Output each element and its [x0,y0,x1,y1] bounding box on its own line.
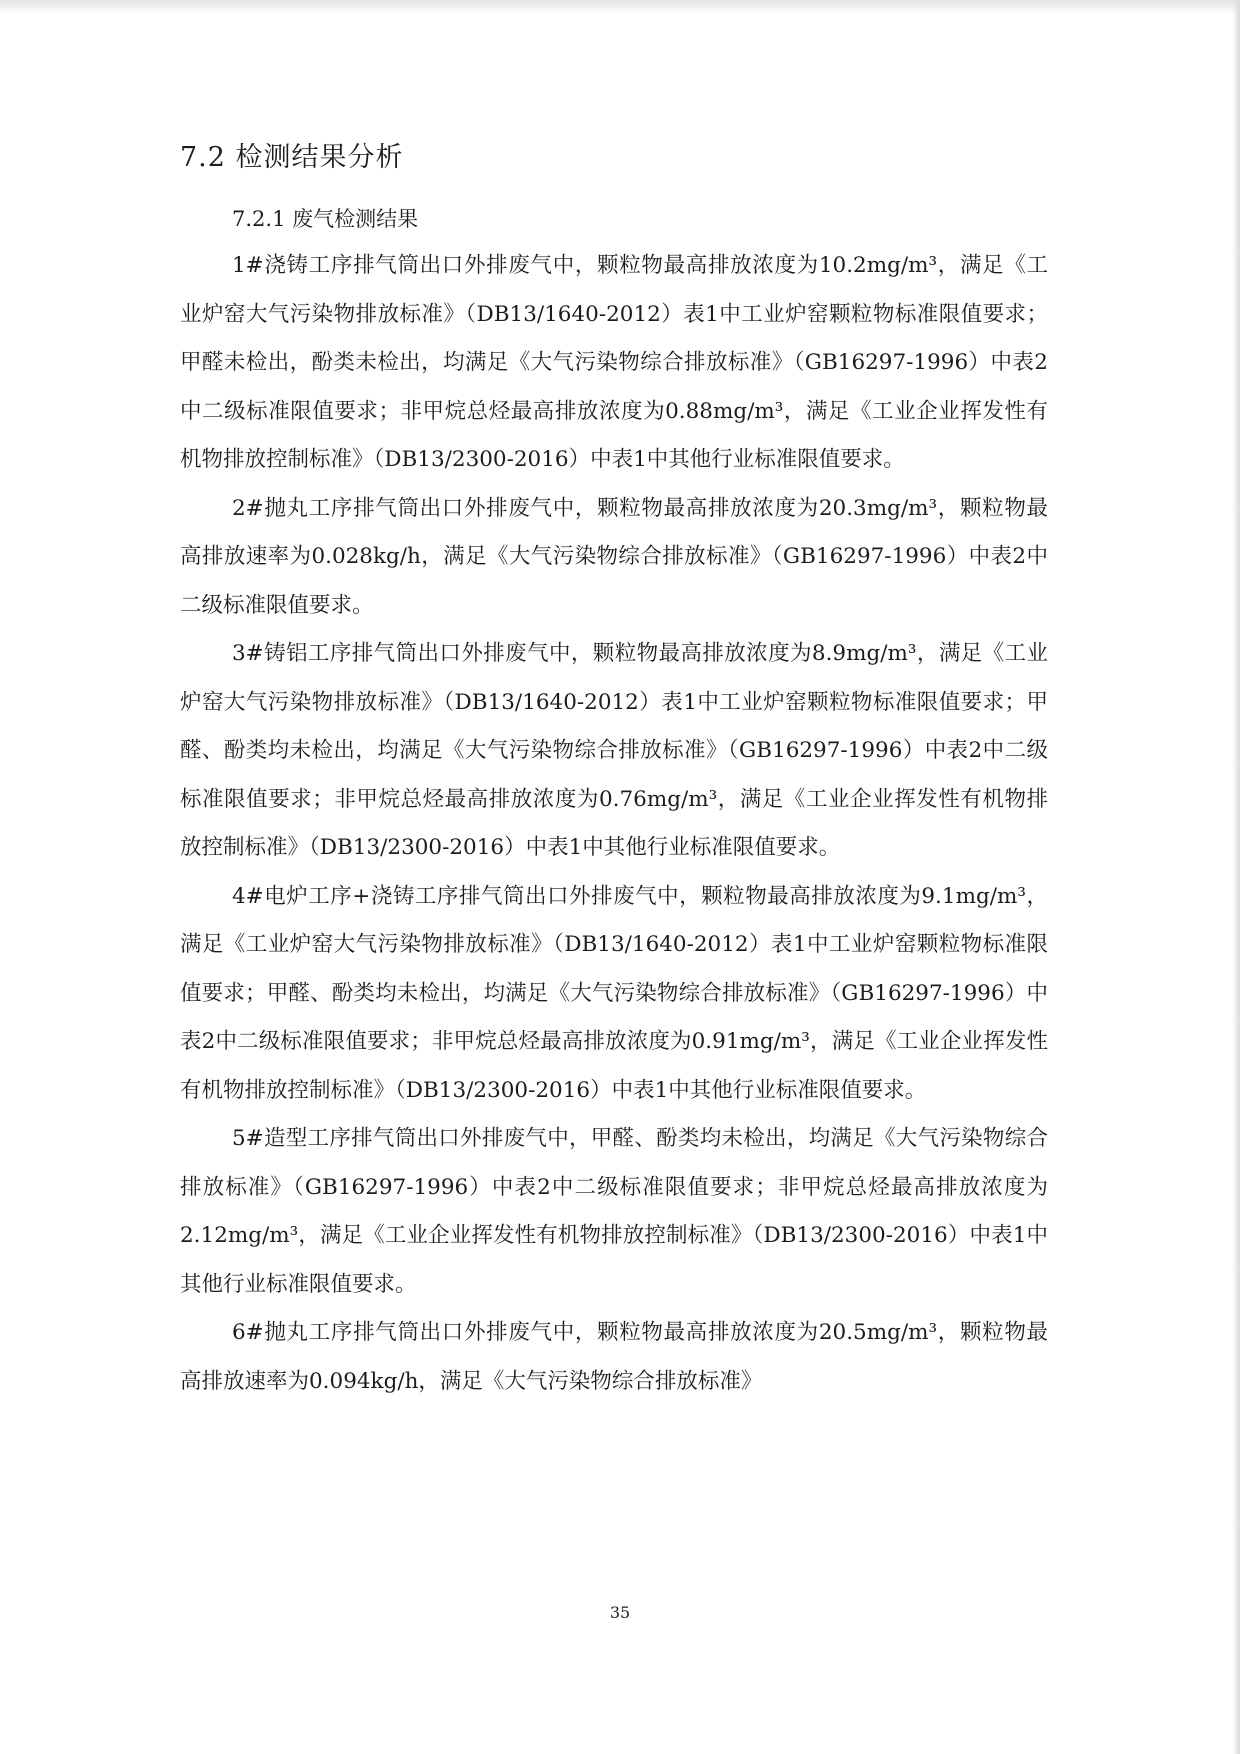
paragraph-outlet-5: 5#造型工序排气筒出口外排废气中，甲醛、酚类均未检出，均满足《大气污染物综合排放标准》（GB16297-1996）中表2中二级标准限值要求；非甲烷总烃最高排放浓度为2.12mg/m³，满足《工业企业挥发性有机物排放控制标准》（DB13/2300-2016）中表1中其他行业标准限值要求。 [180,1126,1048,1297]
paragraph-outlet-2: 2#抛丸工序排气筒出口外排废气中，颗粒物最高排放浓度为20.3mg/m³，颗粒物最高排放速率为0.028kg/h，满足《大气污染物综合排放标准》（GB16297-1996）中表2中二级标准限值要求。 [180,495,1048,618]
paragraph-outlet-6: 6#抛丸工序排气筒出口外排废气中，颗粒物最高排放浓度为20.5mg/m³，颗粒物最高排放速率为0.094kg/h，满足《大气污染物综合排放标准》 [180,1320,1048,1394]
paragraph-outlet-1: 1#浇铸工序排气筒出口外排废气中，颗粒物最高排放浓度为10.2mg/m³，满足《工业炉窑大气污染物排放标准》（DB13/1640-2012）表1中工业炉窑颗粒物标准限值要求；甲醛未检出，酚类未检出，均满足《大气污染物综合排放标准》（GB16297-1996）中表2中二级标准限值要求；非甲烷总烃最高排放浓度为0.88mg/m³，满足《工业企业挥发性有机物排放控制标准》（DB13/2300-2016）中表1中其他行业标准限值要求。 [180,253,1048,472]
scan-shadow-right [1232,0,1240,1754]
subsection-heading: 7.2.1 废气检测结果 [232,207,419,231]
scan-shadow-top [0,0,1240,14]
paragraph-outlet-4: 4#电炉工序+浇铸工序排气筒出口外排废气中，颗粒物最高排放浓度为9.1mg/m³，满足《工业炉窑大气污染物排放标准》（DB13/1640-2012）表1中工业炉窑颗粒物标准限值要求；甲醛、酚类均未检出，均满足《大气污染物综合排放标准》（GB16297-1996）中表2中二级标准限值要求；非甲烷总烃最高排放浓度为0.91mg/m³，满足《工业企业挥发性有机物排放控制标准》（DB13/2300-2016）中表1中其他行业标准限值要求。 [180,883,1048,1103]
section-heading: 7.2 检测结果分析 [180,142,404,173]
page-number: 35 [609,1603,631,1622]
document-body [180,140,1048,1406]
paragraph-outlet-3: 3#铸铝工序排气筒出口外排废气中，颗粒物最高排放浓度为8.9mg/m³，满足《工业炉窑大气污染物排放标准》（DB13/1640-2012）表1中工业炉窑颗粒物标准限值要求；甲醛、酚类均未检出，均满足《大气污染物综合排放标准》（GB16297-1996）中表2中二级标准限值要求；非甲烷总烃最高排放浓度为0.76mg/m³，满足《工业企业挥发性有机物排放控制标准》（DB13/2300-2016）中表1中其他行业标准限值要求。 [180,641,1048,860]
